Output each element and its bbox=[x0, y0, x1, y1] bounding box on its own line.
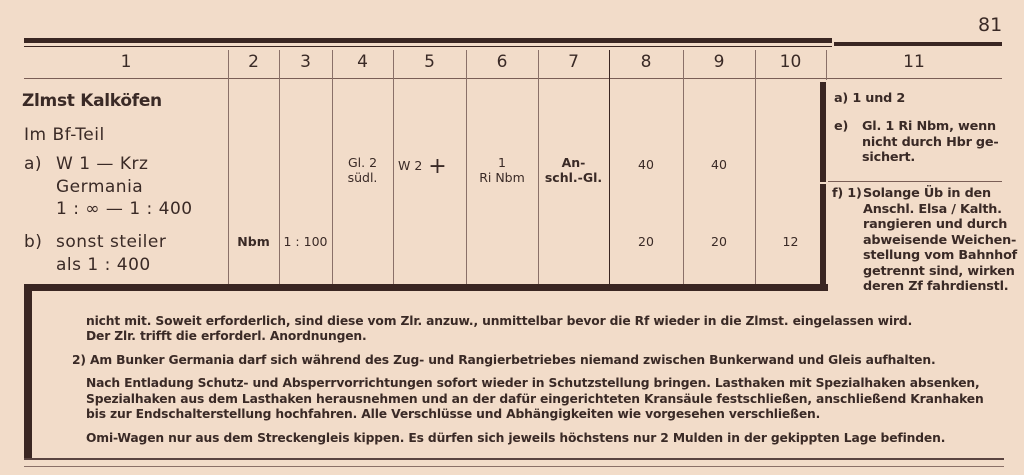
footnote-line: Spezialhaken aus dem Lasthaken herausnehmen und an der dafür eingerichteten Kransäule festschließen, anschließend Kranhaken bbox=[86, 392, 984, 406]
col-header-1: 1 bbox=[120, 52, 132, 72]
row-b-col9: 20 bbox=[711, 234, 727, 249]
col11-divider bbox=[828, 181, 1002, 182]
col11-note-f-line: getrennt sind, wirken bbox=[863, 263, 1015, 279]
col-header-2: 2 bbox=[248, 52, 259, 72]
item-b-line2: als 1 : 400 bbox=[56, 255, 151, 275]
row-a-col6-line2: Ri Nbm bbox=[479, 170, 525, 185]
notes-left-bar bbox=[24, 291, 32, 459]
footnote-line: 2) Am Bunker Germania darf sich während des Zug- und Rangierbetriebes niemand zwischen Bunkerwand und Gleis aufhalten. bbox=[72, 353, 936, 367]
item-a-line3: 1 : ∞ — 1 : 400 bbox=[56, 199, 193, 219]
col11-note-f-line: Anschl. Elsa / Kalth. bbox=[863, 201, 1002, 217]
row-a-col7-line2: schl.-Gl. bbox=[544, 170, 603, 185]
col-header-10: 10 bbox=[779, 52, 802, 72]
col-header-8: 8 bbox=[640, 52, 652, 72]
row-a-col6 bbox=[466, 155, 538, 185]
table-bottom-rule bbox=[24, 284, 828, 291]
col11-bar-bottom bbox=[820, 184, 826, 287]
header-bottom-rule bbox=[24, 78, 1002, 79]
row-a-col8: 40 bbox=[638, 157, 654, 172]
top-rule-left-thin bbox=[24, 46, 832, 47]
footnote-line: Omi-Wagen nur aus dem Streckengleis kippen. Es dürfen sich jeweils höchstens nur 2 Mulden in der gekippten Lage befinden. bbox=[86, 431, 946, 445]
section-label: Im Bf-Teil bbox=[24, 125, 105, 145]
col-header-7: 7 bbox=[568, 52, 579, 72]
col-divider bbox=[228, 50, 229, 286]
row-a-col9: 40 bbox=[711, 157, 727, 172]
row-a-col4 bbox=[332, 155, 393, 185]
col-header-6: 6 bbox=[496, 52, 508, 72]
row-a-col7 bbox=[538, 155, 609, 185]
page-number: 81 bbox=[978, 14, 1003, 36]
row-a-col4-line2: südl. bbox=[347, 170, 378, 185]
row-a-col5-text: W 2 bbox=[398, 158, 423, 173]
item-b-label: b) bbox=[24, 232, 43, 252]
item-b-line1: sonst steiler bbox=[56, 232, 167, 252]
page-bottom-rule bbox=[24, 466, 1004, 467]
notes-bottom-rule bbox=[24, 458, 1004, 460]
top-rule-left bbox=[24, 38, 832, 43]
col-header-5: 5 bbox=[424, 52, 435, 72]
col11-note-f bbox=[863, 186, 1017, 295]
col-divider bbox=[279, 50, 280, 286]
col11-note-e-line: sichert. bbox=[862, 150, 916, 165]
col11-note-e bbox=[862, 119, 999, 166]
row-b-col10: 12 bbox=[782, 234, 799, 249]
row-a-col5 bbox=[398, 154, 468, 179]
footnote-line: nicht mit. Soweit erforderlich, sind diese vom Zlr. anzuw., unmittelbar bevor die Rf wieder in die Zlmst. eingelassen wird. bbox=[86, 314, 913, 328]
col11-note-f-label: f) 1) bbox=[832, 186, 862, 201]
item-a-line1: W 1 — Krz bbox=[56, 154, 149, 174]
top-rule-right bbox=[834, 42, 1002, 46]
crossing-symbol: + bbox=[428, 154, 447, 179]
row-b-col2: Nbm bbox=[237, 234, 270, 249]
col11-note-f-line: rangieren und durch bbox=[863, 217, 1008, 232]
col11-note-e-line: Gl. 1 Ri Nbm, wenn bbox=[862, 119, 996, 134]
col-header-11: 11 bbox=[903, 52, 925, 72]
item-a-line2: Germania bbox=[56, 177, 144, 197]
col-divider bbox=[755, 50, 756, 286]
row-b-col3: 1 : 100 bbox=[283, 234, 328, 249]
col11-note-a: a) 1 und 2 bbox=[834, 91, 906, 106]
row-b-col8: 20 bbox=[638, 234, 654, 249]
station-name: Zlmst Kalköfen bbox=[22, 91, 162, 111]
col-header-4: 4 bbox=[357, 52, 368, 72]
col11-note-f-line: abweisende Weichen- bbox=[863, 232, 1017, 248]
col11-note-e-label: e) bbox=[834, 119, 849, 134]
row-a-col7-line1: An- bbox=[561, 155, 586, 170]
item-a-label: a) bbox=[24, 154, 43, 174]
col11-bar-top bbox=[820, 82, 826, 182]
col-divider bbox=[393, 50, 394, 286]
footnote-line: Nach Entladung Schutz- und Absperrvorrichtungen sofort wieder in Schutzstellung bringen. Lasthaken mit Spezialhaken absenken, bbox=[86, 376, 980, 390]
col11-note-e-line: nicht durch Hbr ge- bbox=[862, 134, 999, 150]
col11-note-f-line: Solange Üb in den bbox=[863, 186, 991, 201]
col-header-9: 9 bbox=[713, 52, 725, 72]
row-a-col4-line1: Gl. 2 bbox=[347, 155, 378, 170]
col11-note-f-line: stellung vom Bahnhof bbox=[863, 248, 1018, 263]
row-a-col6-line1: 1 bbox=[498, 155, 506, 170]
col-header-3: 3 bbox=[300, 52, 311, 72]
footnote-line: bis zur Endschalterstellung hochfahren. Alle Verschlüsse und Abhängigkeiten wie vorgesehen verschließen. bbox=[86, 407, 821, 421]
footnote-line: Der Zlr. trifft die erforderl. Anordnungen. bbox=[86, 329, 367, 343]
col11-note-f-line: deren Zf fahrdienstl. bbox=[863, 279, 1009, 294]
